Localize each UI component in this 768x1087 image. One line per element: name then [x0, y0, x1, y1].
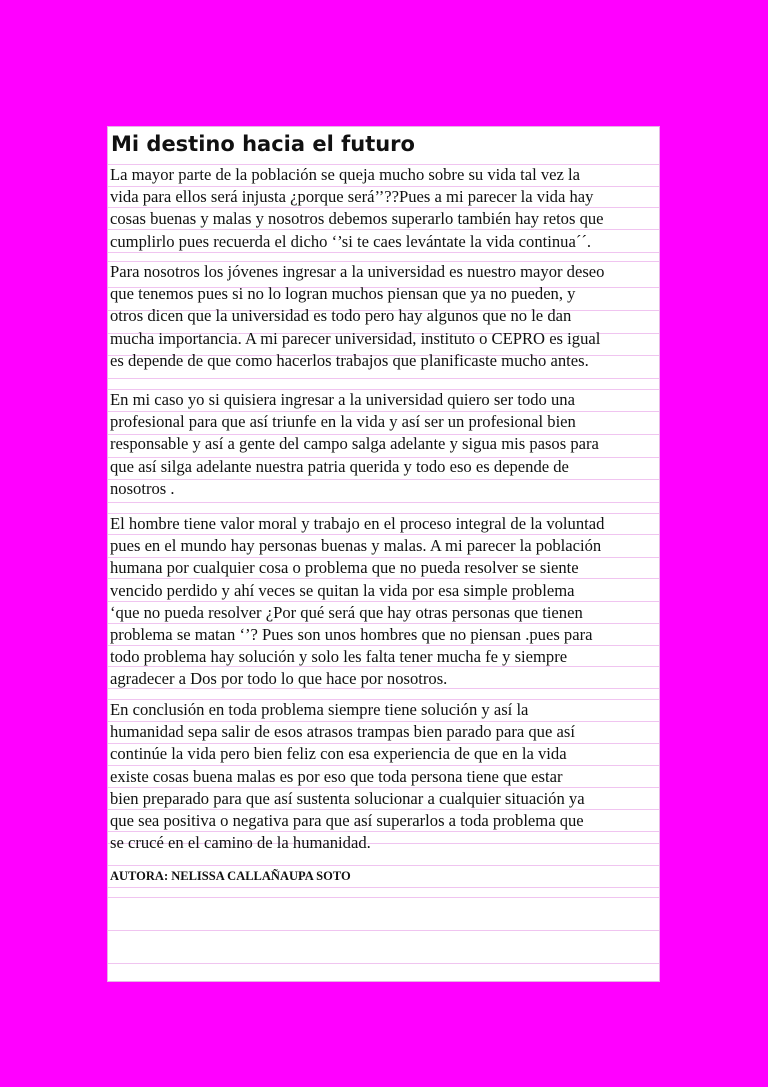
text-line: humana por cualquier cosa o problema que no pueda resolver se siente	[110, 558, 579, 578]
text-line: pues en el mundo hay personas buenas y malas. A mi parecer la población	[110, 536, 602, 556]
text-line: otros dicen que la universidad es todo pero hay algunos que no le dan	[110, 306, 572, 326]
text-line: El hombre tiene valor moral y trabajo en el proceso integral de la voluntad	[110, 514, 605, 533]
text-line: todo problema hay solución y solo les falta tener mucha fe y siempre	[110, 647, 568, 667]
ruled-line	[108, 502, 659, 503]
text-line: que tenemos pues si no lo logran muchos piensan que ya no pueden, y	[110, 284, 576, 304]
ruled-line	[108, 378, 659, 379]
ruled-line	[108, 930, 659, 931]
text-line: responsable y así a gente del campo salga adelante y sigua mis pasos para	[110, 434, 599, 454]
text-line: cumplirlo pues recuerda el dicho ‘’si te caes levántate la vida continua´´.	[110, 231, 592, 251]
text-line: ‘que no pueda resolver ¿Por qué será que hay otras personas que tienen	[110, 602, 583, 622]
text-line: nosotros .	[110, 478, 175, 498]
text-line: que sea positiva o negativa para que así superarlos a toda problema que	[110, 811, 584, 830]
text-line: En conclusión en toda problema siempre tiene solución y así la	[110, 700, 529, 719]
ruled-line	[108, 897, 659, 898]
text-line: humanidad sepa salir de esos atrasos trampas bien parado para que así	[110, 722, 575, 742]
text-line: vida para ellos será injusta ¿porque será’’??Pues a mi parecer la vida hay	[110, 187, 594, 207]
text-line: vencido perdido y ahí veces se quitan la vida por esa simple problema	[110, 580, 575, 600]
text-line: agradecer a Dos por todo lo que hace por nosotros.	[110, 669, 448, 689]
text-line: profesional para que así triunfe en la vida y así ser un profesional bien	[110, 412, 576, 432]
text-line: es depende de que como hacerlos trabajos que planificaste mucho antes.	[110, 350, 589, 370]
ruled-line	[108, 479, 659, 480]
text-line: bien preparado para que así sustenta solucionar a cualquier situación ya	[110, 788, 585, 808]
text-line: existe cosas buena malas es por eso que toda persona tiene que estar	[110, 766, 563, 786]
text-line: Para nosotros los jóvenes ingresar a la universidad es nuestro mayor deseo	[110, 262, 605, 281]
text-line: En mi caso yo si quisiera ingresar a la universidad quiero ser todo una	[110, 390, 575, 409]
text-line: problema se matan ‘’? Pues son unos hombres que no piensan .pues para	[110, 625, 593, 644]
text-line: cosas buenas y malas y nosotros debemos superarlo también hay retos que	[110, 209, 604, 229]
text-line: La mayor parte de la población se queja mucho sobre su vida tal vez la	[110, 165, 580, 184]
document-page	[107, 126, 660, 982]
text-line: que así silga adelante nuestra patria querida y todo eso es depende de	[110, 456, 569, 476]
ruled-line	[108, 865, 659, 866]
text-line: continúe la vida pero bien feliz con esa experiencia de que en la vida	[110, 744, 567, 764]
ruled-line	[108, 887, 659, 888]
text-line: se crucé en el camino de la humanidad.	[110, 833, 371, 853]
author-line: AUTORA: NELISSA CALLAÑAUPA SOTO	[110, 869, 351, 883]
page-title: Mi destino hacia el futuro	[111, 132, 415, 156]
ruled-line	[108, 963, 659, 964]
text-line: mucha importancia. A mi parecer universidad, instituto o CEPRO es igual	[110, 328, 601, 348]
